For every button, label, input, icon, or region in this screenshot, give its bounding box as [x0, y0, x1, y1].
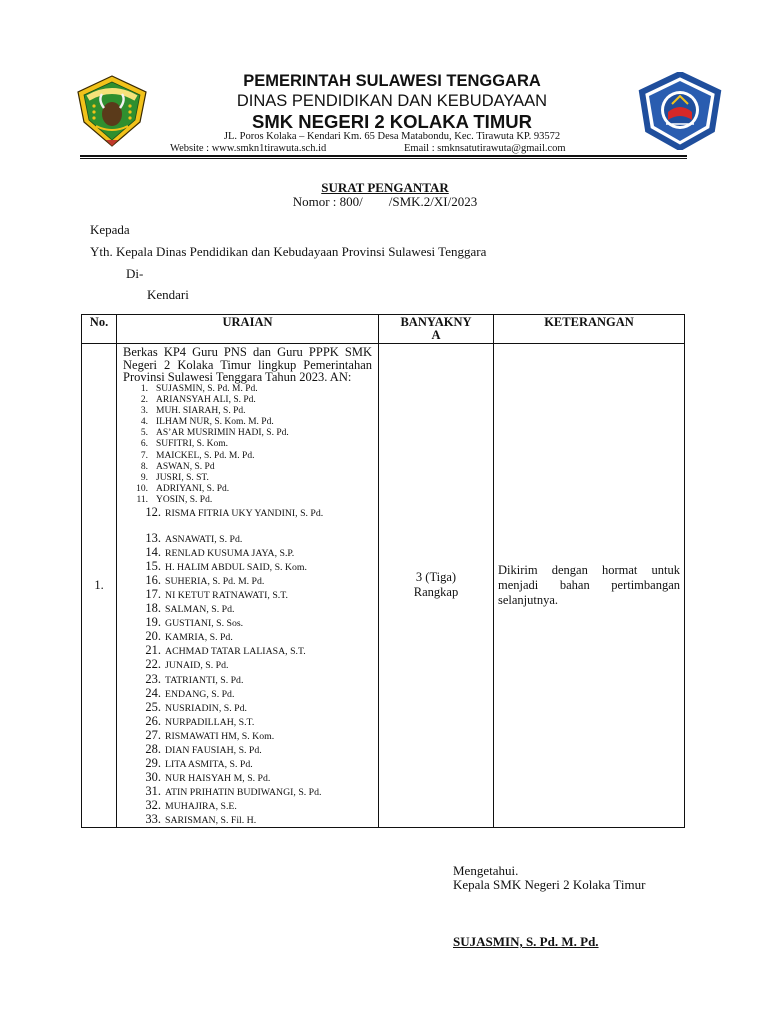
- list-item-name: SUFITRI, S. Kom.: [156, 439, 229, 450]
- recipient-label: Kepada: [90, 222, 130, 237]
- list-item: [117, 629, 378, 643]
- list-item-name: YOSIN, S. Pd.: [156, 495, 213, 506]
- table-row: [82, 344, 685, 828]
- uraian-intro-text: Berkas KP4 Guru PNS dan Guru PPPK SMK Negeri 2 Kolaka Timur lingkup Pemerintahan Provinsi Sulawesi Tenggara Tahun 2023. AN:: [123, 345, 372, 384]
- list-item-name: MUHAJIRA, S.E.: [165, 801, 237, 813]
- list-item: [117, 559, 378, 573]
- list-item-name: ENDANG, S. Pd.: [165, 688, 235, 700]
- list-item-name: SALMAN, S. Pd.: [165, 604, 235, 616]
- row-keterangan: [494, 344, 685, 828]
- header-no: No.: [82, 315, 117, 344]
- list-item-name: ATIN PRIHATIN BUDIWANGI, S. Pd.: [165, 787, 322, 799]
- list-item-name: SARISMAN, S. Fil. H.: [165, 815, 257, 827]
- list-item: [117, 406, 378, 417]
- list-item-name: ARIANSYAH ALI, S. Pd.: [156, 394, 256, 405]
- list-item: [117, 417, 378, 428]
- list-item: [117, 798, 378, 812]
- header-uraian: URAIAN: [117, 315, 379, 344]
- recipient-name: Yth. Kepala Dinas Pendidikan dan Kebudayaan Provinsi Sulawesi Tenggara: [90, 244, 487, 259]
- list-item-number: 13.: [145, 530, 161, 545]
- list-item-name: SUHERIA, S. Pd. M. Pd.: [165, 575, 265, 587]
- banyaknya-unit: Rangkap: [413, 585, 459, 600]
- list-item-number: 19.: [145, 615, 161, 630]
- list-item: [117, 545, 378, 559]
- list-item: [117, 643, 378, 657]
- list-item-number: 29.: [145, 756, 161, 771]
- list-item-name: H. HALIM ABDUL SAID, S. Kom.: [165, 561, 307, 573]
- list-item: [117, 451, 378, 462]
- list-item-number: 28.: [145, 741, 161, 756]
- list-item-number: 14.: [145, 544, 161, 559]
- list-item: [117, 601, 378, 615]
- list-item-number: 27.: [145, 727, 161, 742]
- list-item-name: NUSRIADIN, S. Pd.: [165, 702, 247, 714]
- list-item-name: ADRIYANI, S. Pd.: [156, 484, 230, 495]
- list-item-number: 21.: [145, 643, 161, 658]
- list-item: [117, 384, 378, 395]
- list-item-name: DIAN FAUSIAH, S. Pd.: [165, 744, 262, 756]
- list-item-number: 7.: [140, 450, 148, 461]
- list-item-name: RENLAD KUSUMA JAYA, S.P.: [165, 547, 295, 559]
- list-item-name: NI KETUT RATNAWATI, S.T.: [165, 589, 288, 601]
- list-item-number: 5.: [140, 428, 148, 439]
- header-banyaknya-line2: A: [431, 328, 441, 342]
- list-item-name: ASNAWATI, S. Pd.: [165, 533, 243, 545]
- table-header-row: [82, 315, 685, 344]
- list-item: [117, 473, 378, 484]
- list-item: [117, 657, 378, 671]
- list-item: [117, 672, 378, 686]
- list-item: [117, 573, 378, 587]
- header-keterangan: KETERANGAN: [494, 315, 685, 344]
- letter-title: SURAT PENGANTAR: [321, 180, 449, 195]
- signature-position: Kepala SMK Negeri 2 Kolaka Timur: [453, 877, 646, 892]
- sulawesi-tenggara-emblem-logo: [74, 74, 150, 148]
- list-item-name: JUNAID, S. Pd.: [165, 660, 229, 672]
- list-item-number: 31.: [145, 784, 161, 799]
- list-item: [117, 395, 378, 406]
- list-item-name: KAMRIA, S. Pd.: [165, 632, 233, 644]
- list-item-number: 30.: [145, 770, 161, 785]
- list-item-name: GUSTIANI, S. Sos.: [165, 618, 244, 630]
- list-item: [117, 462, 378, 473]
- list-item-name: ILHAM NUR, S. Kom. M. Pd.: [156, 417, 274, 428]
- list-item: [117, 439, 378, 450]
- list-item-name: NUR HAISYAH M, S. Pd.: [165, 773, 271, 785]
- list-item-number: 15.: [145, 558, 161, 573]
- list-item: [117, 756, 378, 770]
- list-item-name: RISMA FITRIA UKY YANDINI, S. Pd.: [165, 507, 324, 519]
- list-item-number: 17.: [145, 586, 161, 601]
- keterangan-text: Dikirim dengan hormat untuk menjadi bahan pertimbangan selanjutnya.: [498, 562, 680, 607]
- list-item-number: 1.: [140, 383, 148, 394]
- list-item-number: 33.: [145, 812, 161, 827]
- list-item: [117, 784, 378, 798]
- cover-letter-table: [81, 314, 685, 828]
- header-school-name: SMK NEGERI 2 KOLAKA TIMUR: [252, 111, 532, 132]
- recipient-at-label: Di-: [126, 266, 144, 281]
- header-banyaknya-line1: BANYAKNY: [400, 315, 472, 329]
- letterhead-rule-thick: [80, 155, 687, 157]
- list-item-name: JUSRI, S. ST.: [156, 473, 209, 483]
- list-item-name: AS’AR MUSRIMIN HADI, S. Pd.: [156, 428, 289, 439]
- list-item-number: 20.: [145, 629, 161, 644]
- list-item-number: 16.: [145, 572, 161, 587]
- row-banyaknya: [379, 344, 494, 828]
- list-item-number: 23.: [145, 671, 161, 686]
- list-item-name: MAICKEL, S. Pd. M. Pd.: [156, 450, 255, 461]
- list-item-number: 9.: [140, 473, 148, 483]
- list-item-name: TATRIANTI, S. Pd.: [165, 674, 244, 686]
- row-number: 1.: [82, 344, 117, 828]
- list-item-number: 18.: [145, 601, 161, 616]
- list-item: [117, 686, 378, 700]
- smk-negeri-2-kolaka-timur-logo: [634, 72, 726, 150]
- letter-number: Nomor : 800/ /SMK.2/XI/2023: [292, 194, 478, 209]
- list-item-name: LITA ASMITA, S. Pd.: [165, 759, 253, 771]
- header-email: Email : smknsatutirawuta@gmail.com: [404, 143, 566, 154]
- list-item-number: 10.: [136, 484, 148, 495]
- list-item-name: SUJASMIN, S. Pd. M. Pd.: [156, 383, 258, 394]
- list-item-name: NURPADILLAH, S.T.: [165, 716, 255, 728]
- list-item-number: 32.: [145, 798, 161, 813]
- header-department-title: DINAS PENDIDIKAN DAN KEBUDAYAAN: [236, 92, 548, 110]
- list-item-number: 8.: [140, 461, 148, 472]
- list-item: [117, 812, 378, 826]
- list-item-number: 4.: [140, 417, 148, 428]
- list-item-name: RISMAWATI HM, S. Kom.: [165, 730, 275, 742]
- recipient-city: Kendari: [147, 287, 189, 302]
- signature-name: SUJASMIN, S. Pd. M. Pd.: [453, 934, 599, 949]
- list-item-name: ASWAN, S. Pd: [156, 461, 215, 472]
- list-item: [117, 504, 378, 531]
- letterhead-rule-thin: [80, 158, 687, 159]
- list-item: [117, 728, 378, 742]
- list-item-name: MUH. SIARAH, S. Pd.: [156, 405, 246, 416]
- list-item: [117, 770, 378, 784]
- list-item: [117, 428, 378, 439]
- list-item-number: 26.: [145, 713, 161, 728]
- header-government-title: PEMERINTAH SULAWESI TENGGARA: [243, 72, 541, 90]
- list-item-number: 22.: [145, 657, 161, 672]
- teacher-name-list: [117, 384, 378, 827]
- list-item-number: 6.: [140, 439, 148, 450]
- list-item: [117, 714, 378, 728]
- header-website: Website : www.smkn1tirawuta.sch.id: [170, 143, 327, 154]
- list-item: [117, 484, 378, 495]
- list-item: [117, 700, 378, 714]
- list-item: [117, 615, 378, 629]
- header-address: JL. Poros Kolaka – Kendari Km. 65 Desa Matabondu, Kec. Tirawuta KP. 93572: [223, 131, 561, 142]
- list-item-number: 25.: [145, 699, 161, 714]
- list-item: [117, 531, 378, 545]
- list-item-number: 3.: [140, 405, 148, 416]
- list-item: [117, 742, 378, 756]
- signature-acknowledged-label: Mengetahui.: [453, 863, 519, 878]
- list-item-number: 2.: [140, 394, 148, 405]
- list-item-number: 12.: [145, 504, 161, 519]
- list-item-number: 24.: [145, 685, 161, 700]
- list-item-number: 11.: [136, 495, 148, 506]
- list-item-name: ACHMAD TATAR LALIASA, S.T.: [165, 646, 306, 658]
- header-banyaknya: [379, 315, 494, 344]
- row-uraian: [117, 344, 379, 828]
- list-item: [117, 587, 378, 601]
- banyaknya-count: 3 (Tiga): [415, 570, 457, 585]
